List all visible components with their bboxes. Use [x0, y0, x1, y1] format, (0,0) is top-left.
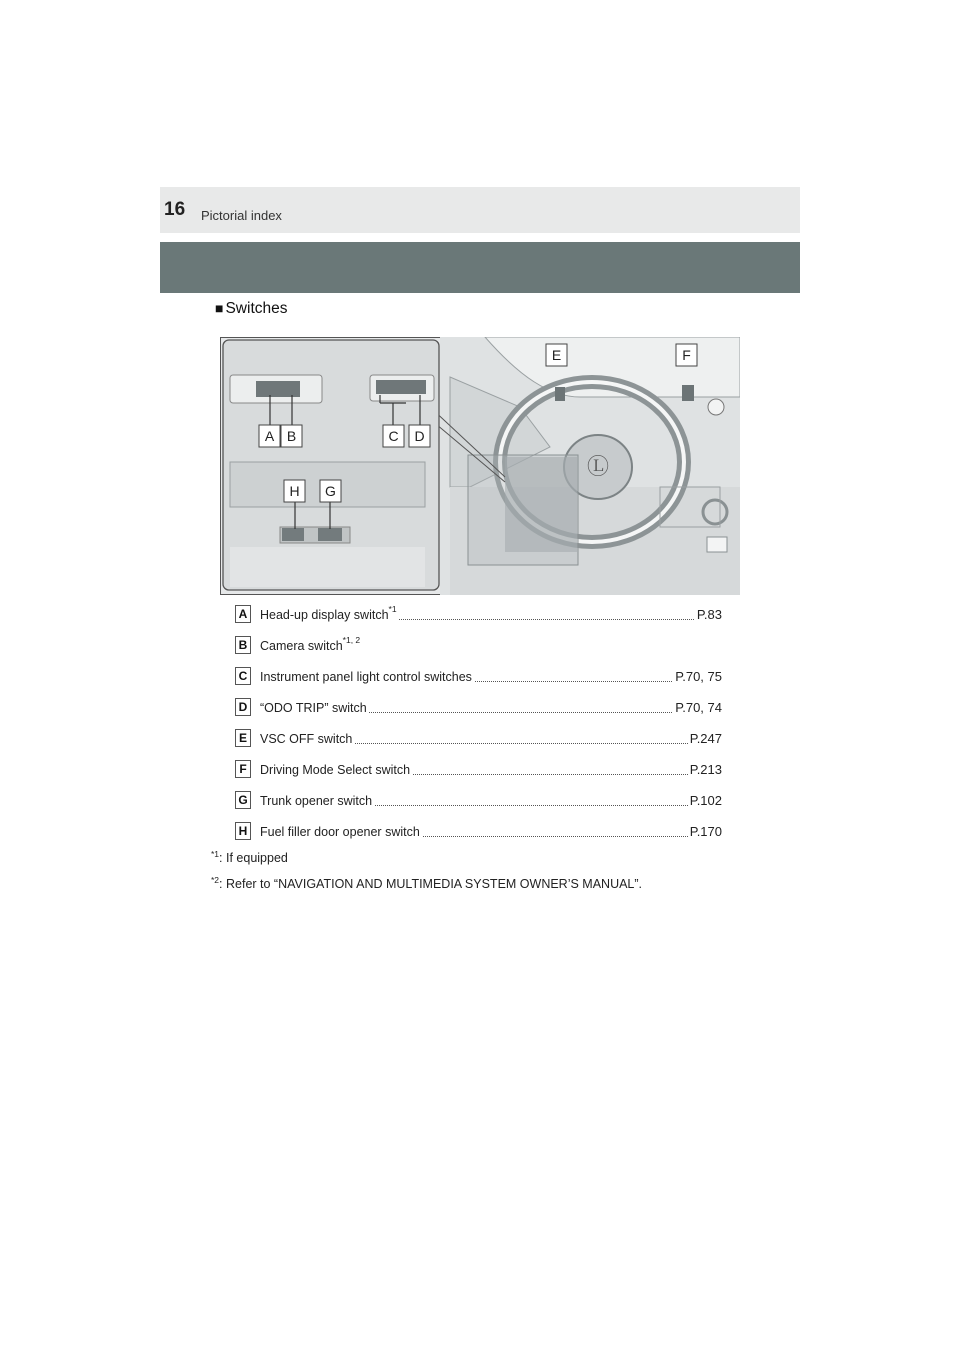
footnote-mark: *1 [211, 849, 220, 859]
dashboard-illustration [220, 337, 740, 595]
item-label: Trunk opener switch [260, 794, 373, 808]
page-reference[interactable]: P.102 [689, 793, 722, 808]
page-reference[interactable]: P.83 [696, 607, 722, 622]
footnote-text: : If equipped [219, 851, 288, 866]
list-item [236, 821, 722, 841]
page-reference[interactable]: P.170 [689, 824, 722, 839]
item-letter: F [235, 760, 251, 778]
item-label: Fuel filler door opener switch [260, 825, 420, 839]
item-label: Driving Mode Select switch [260, 763, 411, 777]
list-item [236, 604, 722, 624]
item-letter: C [235, 667, 251, 685]
page-reference[interactable]: P.213 [689, 762, 722, 777]
title-band [160, 242, 800, 293]
footnote-1 [211, 849, 288, 865]
item-letter: H [235, 822, 251, 840]
callout-e: E [551, 347, 562, 363]
item-label: “ODO TRIP” switch [260, 701, 367, 715]
item-letter: G [235, 791, 251, 809]
callout-f: F [682, 347, 691, 363]
item-footnote-mark: *1, 2 [342, 634, 361, 645]
page-reference[interactable]: P.247 [689, 731, 722, 746]
callout-g: G [325, 483, 336, 499]
callout-h: H [289, 483, 300, 499]
item-letter: D [235, 698, 251, 716]
section-heading [215, 300, 288, 318]
footnote-mark: *2 [211, 875, 220, 885]
heading-marker: ■ [215, 300, 224, 316]
list-item [236, 666, 722, 686]
page-reference[interactable]: P.70, 74 [675, 700, 722, 715]
item-letter: E [235, 729, 251, 747]
item-label: Instrument panel light control switches [260, 670, 472, 684]
inset-detail [223, 340, 439, 590]
page-reference[interactable]: P.70, 75 [675, 669, 722, 684]
list-item [236, 790, 722, 810]
list-item [236, 635, 722, 655]
item-label: VSC OFF switch [260, 732, 353, 746]
list-item [236, 697, 722, 717]
callout-c: C [388, 428, 399, 444]
callout-d: D [414, 428, 425, 444]
dashboard-scene [430, 337, 740, 595]
svg-text:Ⓛ: Ⓛ [586, 454, 610, 479]
item-letter: A [235, 605, 251, 623]
callout-a: A [264, 428, 275, 444]
footnote-2 [211, 875, 642, 891]
list-item [236, 759, 722, 779]
list-item [236, 728, 722, 748]
item-letter: B [235, 636, 251, 654]
page-number: 16 [164, 199, 186, 220]
item-footnote-mark: *1 [388, 603, 397, 614]
item-label: Head-up display switch [260, 608, 389, 622]
item-label: Camera switch [260, 639, 343, 653]
heading-text: Switches [225, 300, 288, 317]
callout-b: B [286, 428, 297, 444]
footnote-text: : Refer to “NAVIGATION AND MULTIMEDIA SYSTEM OWNER’S MANUAL”. [219, 877, 643, 892]
section-title: Pictorial index [201, 208, 282, 223]
